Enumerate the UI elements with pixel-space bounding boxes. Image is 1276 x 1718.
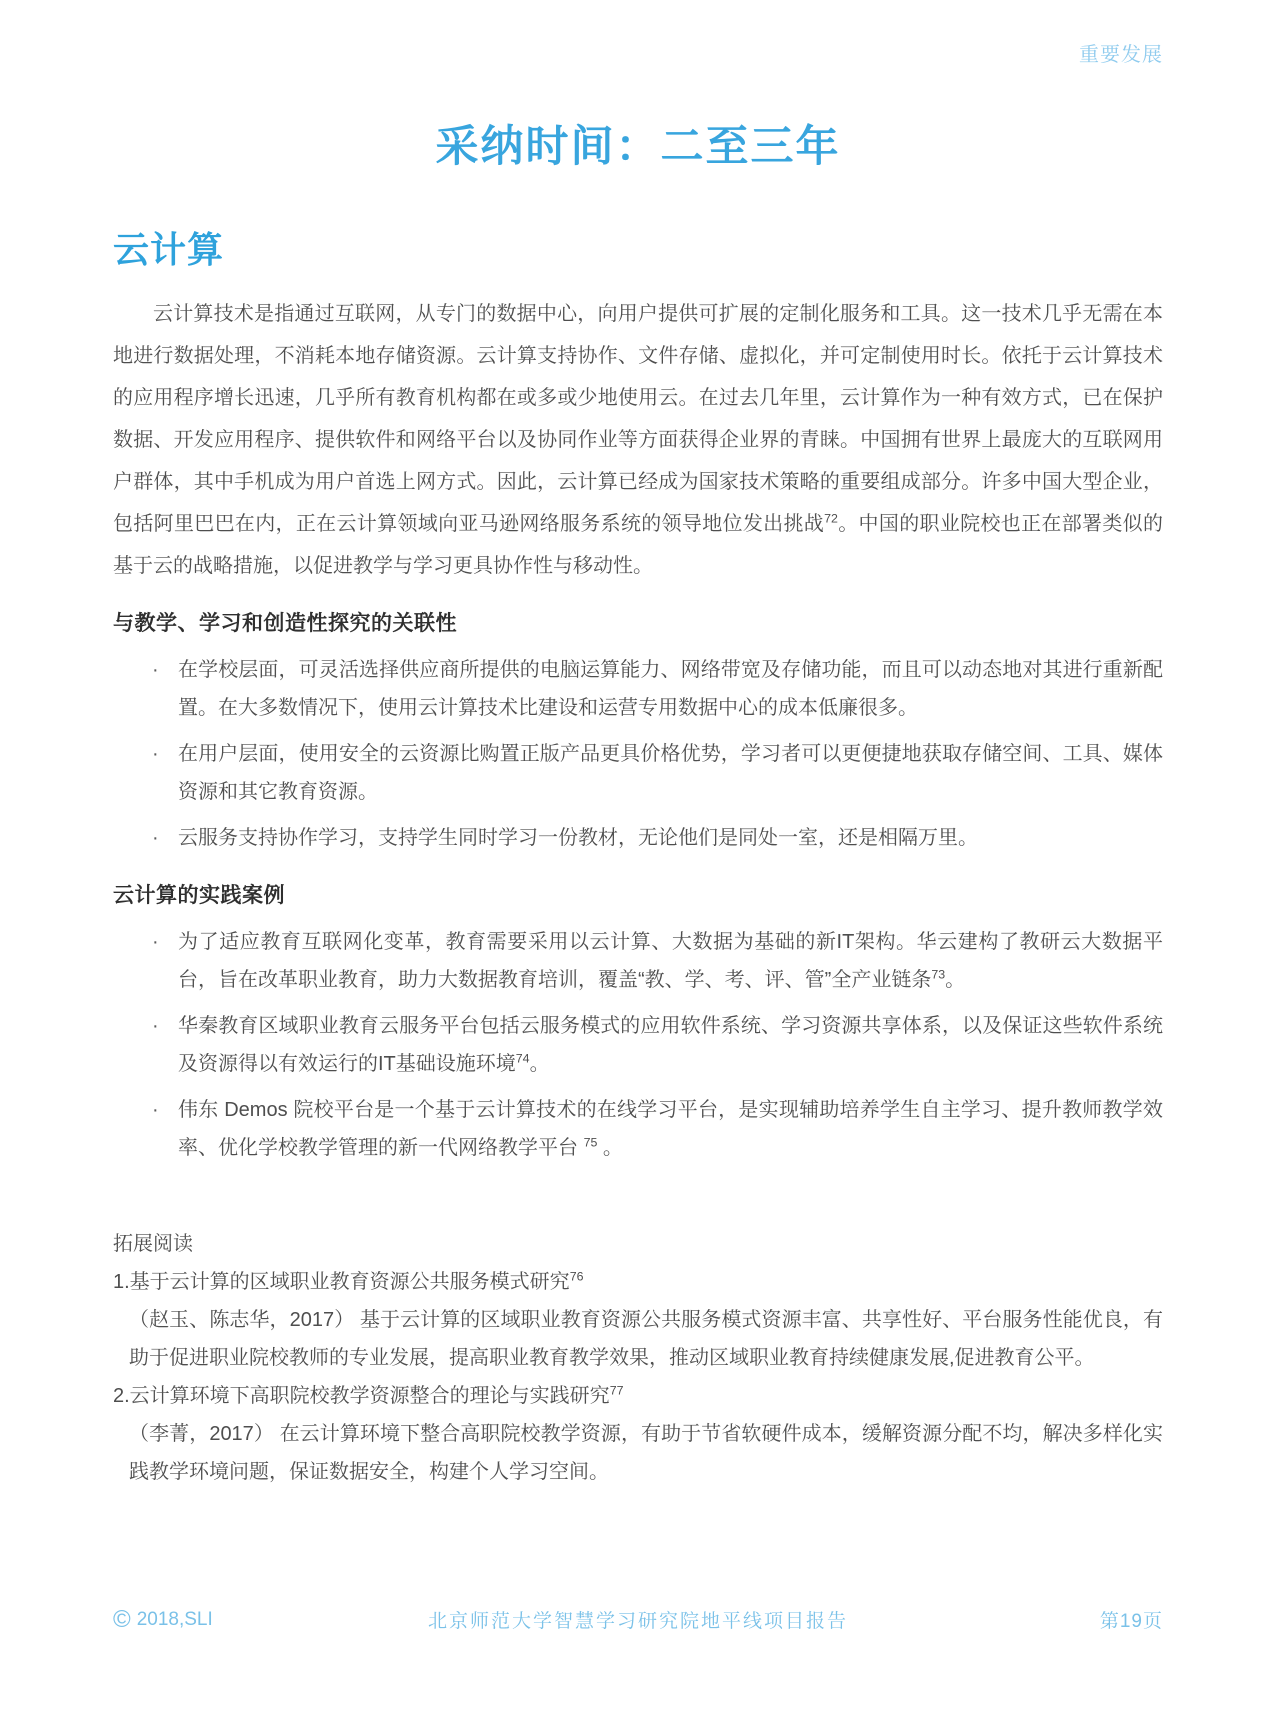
further-reading-section	[113, 1225, 1163, 1491]
page-title: 采纳时间：二至三年	[435, 123, 841, 171]
section-title: 云计算	[113, 229, 225, 270]
intro-text-post: 。中国的职业院校也正在部署类似的基于云的战略措施，以促进教学与学习更具协作性与移动性。	[113, 513, 1164, 577]
bullet-text: 在学校层面，可灵活选择供应商所提供的电脑运算能力、网络带宽及存储功能，而且可以动态地对其进行重新配置。在大多数情况下，使用云计算技术比建设和运营专用数据中心的成本低廉很多。	[178, 659, 1163, 719]
bullet-text-post: 。	[597, 1137, 623, 1159]
bullet-icon: ·	[152, 1099, 159, 1121]
practice-heading: 云计算的实践案例	[113, 884, 285, 907]
bullet-icon: ·	[152, 827, 159, 849]
relevance-bullet-list	[113, 651, 1163, 857]
reading-item-body: （赵玉、陈志华，2017） 基于云计算的区域职业教育资源公共服务模式资源丰富、共享性好、平台服务性能优良，有助于促进职业院校教师的专业发展，提高职业教育教学效果，推动区域职业教育持续健康发展,促进教育公平。	[129, 1309, 1163, 1369]
list-item	[113, 1007, 1163, 1083]
bullet-icon: ·	[152, 743, 159, 765]
reading-item	[113, 1377, 1163, 1491]
bullet-text	[178, 923, 1163, 999]
copyright-icon: ©	[113, 1605, 131, 1633]
bullet-icon: ·	[152, 1015, 159, 1037]
bullet-icon: ·	[152, 659, 159, 681]
copyright-text: 2018,SLI	[136, 1608, 213, 1630]
header-tag: 重要发展	[1079, 44, 1163, 66]
list-item	[113, 651, 1163, 727]
bullet-text-pre: 华秦教育区域职业教育云服务平台包括云服务模式的应用软件系统、学习资源共享体系，以及保证这些软件系统及资源得以有效运行的IT基础设施环境	[178, 1015, 1163, 1075]
footnote-ref-77: 77	[609, 1383, 624, 1398]
bullet-icon: ·	[152, 931, 159, 953]
intro-paragraph	[113, 293, 1163, 587]
intro-text-pre: 云计算技术是指通过互联网，从专门的数据中心，向用户提供可扩展的定制化服务和工具。这一技术几乎无需在本地进行数据处理，不消耗本地存储资源。云计算支持协作、文件存储、虚拟化，并可定制使用时长。依托于云计算技术的应用程序增长迅速，几乎所有教育机构都在或多或少地使用云。在过去几年里，云计算作为一种有效方式，已在保护数据、开发应用程序、提供软件和网络平台以及协同作业等方面获得企业界的青睐。中国拥有世界上最庞大的互联网用户群体，其中手机成为用户首选上网方式。因此，云计算已经成为国家技术策略的重要组成部分。许多中国大型企业，包括阿里巴巴在内，正在云计算领域向亚马逊网络服务系统的领导地位发出挑战	[113, 303, 1163, 535]
bullet-text	[178, 1007, 1163, 1083]
relevance-heading: 与教学、学习和创造性探究的关联性	[113, 612, 457, 635]
footnote-ref-72: 72	[824, 511, 838, 526]
reading-title-text: 1.基于云计算的区域职业教育资源公共服务模式研究	[113, 1271, 570, 1293]
bullet-text-post: 。	[529, 1053, 550, 1075]
bullet-text: 云服务支持协作学习，支持学生同时学习一份教材，无论他们是同处一室，还是相隔万里。	[178, 827, 978, 849]
list-item	[113, 735, 1163, 811]
reading-item-title	[113, 1263, 1163, 1301]
list-item	[113, 923, 1163, 999]
reading-item-body: （李菁，2017） 在云计算环境下整合高职院校教学资源，有助于节省软硬件成本，缓解资源分配不均，解决多样化实践教学环境问题，保证数据安全，构建个人学习空间。	[129, 1423, 1163, 1483]
page-footer	[113, 1606, 1163, 1633]
footnote-ref-74: 74	[515, 1051, 530, 1066]
bullet-text-post: 。	[945, 969, 966, 991]
reading-item	[113, 1263, 1163, 1377]
list-item	[113, 1091, 1163, 1167]
bullet-text-pre: 伟东 Demos 院校平台是一个基于云计算技术的在线学习平台，是实现辅助培养学生自主学习、提升教师教学效率、优化学校教学管理的新一代网络教学平台	[178, 1099, 1163, 1159]
list-item	[113, 819, 1163, 857]
footer-page-number: 第19页	[1099, 1611, 1163, 1632]
reading-item-title	[113, 1377, 1163, 1415]
footer-copyright	[113, 1605, 373, 1633]
practice-bullet-list	[113, 923, 1163, 1167]
header-row	[113, 0, 1163, 67]
bullet-text	[178, 1091, 1163, 1167]
further-reading-label: 拓展阅读	[113, 1233, 193, 1255]
footnote-ref-76: 76	[569, 1269, 584, 1284]
bullet-text-pre: 为了适应教育互联网化变革，教育需要采用以云计算、大数据为基础的新IT架构。华云建构了教研云大数据平台，旨在改革职业教育，助力大数据教育培训，覆盖“教、学、考、评、管”全产业链条	[178, 931, 1163, 991]
footnote-ref-75: 75	[583, 1135, 598, 1150]
reading-title-text: 2.云计算环境下高职院校教学资源整合的理论与实践研究	[113, 1385, 610, 1407]
footer-report-title: 北京师范大学智慧学习研究院地平线项目报告	[427, 1611, 848, 1632]
bullet-text: 在用户层面，使用安全的云资源比购置正版产品更具价格优势，学习者可以更便捷地获取存储空间、工具、媒体资源和其它教育资源。	[178, 743, 1163, 803]
footnote-ref-73: 73	[931, 967, 946, 982]
